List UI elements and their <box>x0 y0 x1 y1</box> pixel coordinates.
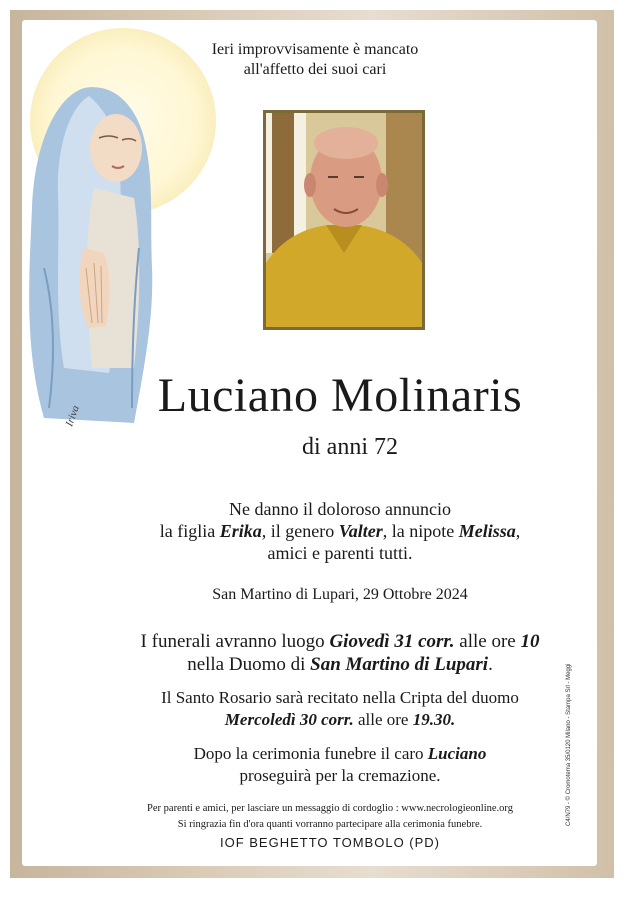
footer-condolence: Per parenti e amici, per lasciare un messaggio di cordoglio : www.necrologieonline.org <box>147 803 513 814</box>
text-segment: , <box>515 521 521 541</box>
after-ceremony <box>50 743 630 787</box>
artist-signature: Iriva <box>63 403 82 429</box>
rosary-day: Mercoledì 30 corr. <box>224 710 354 729</box>
text-segment: alle ore <box>353 710 413 729</box>
funeral-time: 10 <box>520 631 540 652</box>
text-segment: . <box>488 654 493 675</box>
son-in-law-name: Valter <box>338 521 383 541</box>
portrait-image <box>266 113 422 327</box>
intro-line-2: all'affetto dei suoi cari <box>243 61 387 78</box>
after-line-2: proseguirà per la cremazione. <box>239 766 441 785</box>
after-name: Luciano <box>427 744 487 763</box>
rosary-info <box>50 687 630 731</box>
rosary-line-1: Il Santo Rosario sarà recitato nella Cripta del duomo <box>161 688 519 707</box>
deceased-photo <box>263 110 425 330</box>
text-segment: , la nipote <box>382 521 459 541</box>
funeral-line-1 <box>50 630 630 653</box>
footer-thanks: Si ringrazia fin d'ora quanti vorranno partecipare alla cerimonia funebre. <box>177 819 483 830</box>
announce-line-3: amici e parenti tutti. <box>267 543 413 563</box>
funeral-church: San Martino di Lupari <box>310 654 489 675</box>
intro-line-1: Ieri improvvisamente è mancato <box>211 41 419 58</box>
granddaughter-name: Melissa <box>458 521 516 541</box>
rosary-time: 19.30. <box>412 710 456 729</box>
intro-text <box>150 40 480 80</box>
side-print-info: C4/N79 - © Cromotema 35/0120 Milano - Stampa Srl - Meggi <box>566 663 572 826</box>
funeral-agency: IOF BEGHETTO TOMBOLO (PD) <box>219 835 441 850</box>
announcement <box>60 498 620 564</box>
funeral-info <box>50 630 630 676</box>
rosary-line-2 <box>50 709 630 731</box>
daughter-name: Erika <box>219 521 262 541</box>
text-segment: , il genero <box>261 521 339 541</box>
funeral-line-2 <box>50 653 630 676</box>
text-segment: nella Duomo di <box>187 654 311 675</box>
text-segment: Dopo la cerimonia funebre il caro <box>193 744 428 763</box>
deceased-name: Luciano Molinaris <box>157 369 523 422</box>
text-segment: I funerali avranno luogo <box>140 631 330 652</box>
funeral-day: Giovedì 31 corr. <box>329 631 455 652</box>
announce-line-1: Ne danno il doloroso annuncio <box>229 499 451 519</box>
after-line-1 <box>50 743 630 765</box>
text-segment: la figlia <box>159 521 220 541</box>
announce-line-2 <box>60 520 620 542</box>
place-date: San Martino di Lupari, 29 Ottobre 2024 <box>212 586 468 603</box>
deceased-age: di anni 72 <box>302 434 398 460</box>
text-segment: alle ore <box>454 631 521 652</box>
